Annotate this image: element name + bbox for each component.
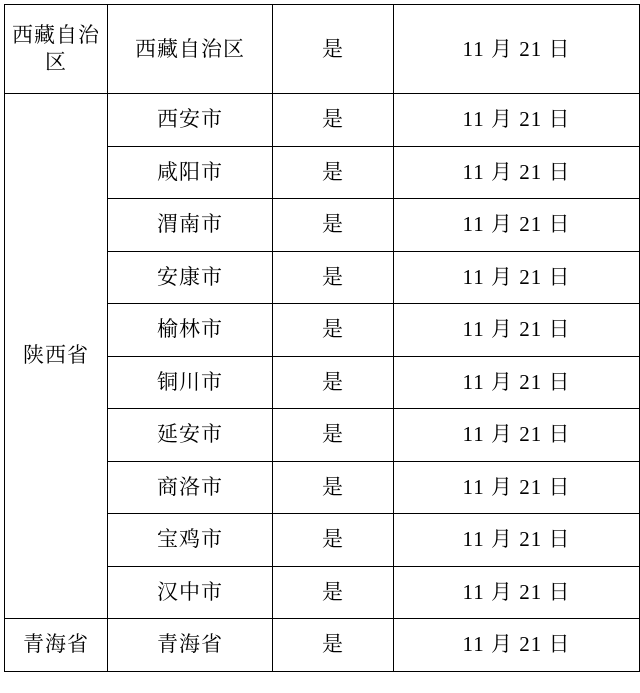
- city-label: 渭南市: [157, 212, 223, 237]
- flag-cell: [273, 304, 394, 357]
- city-cell: [108, 199, 273, 252]
- city-label: 安康市: [157, 264, 223, 289]
- flag-label: 是: [322, 159, 344, 184]
- flag-label: 是: [322, 212, 344, 237]
- flag-label: 是: [322, 474, 344, 499]
- flag-cell: [273, 5, 394, 94]
- flag-cell: [273, 94, 394, 147]
- city-label: 西安市: [157, 107, 223, 132]
- flag-cell: [273, 146, 394, 199]
- region-table: [4, 4, 640, 672]
- province-label: 西藏自治区: [12, 22, 100, 74]
- city-cell: [108, 619, 273, 672]
- date-label: 11 月 21 日: [462, 212, 571, 237]
- city-label: 宝鸡市: [157, 527, 223, 552]
- date-cell: [394, 566, 640, 619]
- date-cell: [394, 304, 640, 357]
- province-label: 陕西省: [23, 343, 89, 368]
- date-label: 11 月 21 日: [462, 107, 571, 132]
- date-label: 11 月 21 日: [462, 474, 571, 499]
- table-row: [5, 619, 640, 672]
- city-cell: [108, 566, 273, 619]
- date-cell: [394, 5, 640, 94]
- city-cell: [108, 461, 273, 514]
- date-label: 11 月 21 日: [462, 264, 571, 289]
- date-cell: [394, 409, 640, 462]
- date-cell: [394, 514, 640, 567]
- city-label: 铜川市: [157, 369, 223, 394]
- city-cell: [108, 94, 273, 147]
- table-row: [5, 5, 640, 94]
- flag-cell: [273, 356, 394, 409]
- date-cell: [394, 199, 640, 252]
- flag-cell: [273, 514, 394, 567]
- city-label: 西藏自治区: [135, 36, 245, 61]
- city-label: 榆林市: [157, 317, 223, 342]
- date-label: 11 月 21 日: [462, 36, 571, 61]
- province-cell: [5, 619, 108, 672]
- city-cell: [108, 251, 273, 304]
- city-cell: [108, 5, 273, 94]
- date-label: 11 月 21 日: [462, 159, 571, 184]
- city-cell: [108, 514, 273, 567]
- city-cell: [108, 146, 273, 199]
- date-cell: [394, 461, 640, 514]
- date-label: 11 月 21 日: [462, 579, 571, 604]
- date-cell: [394, 94, 640, 147]
- date-cell: [394, 356, 640, 409]
- flag-label: 是: [322, 369, 344, 394]
- date-label: 11 月 21 日: [462, 632, 571, 657]
- flag-label: 是: [322, 422, 344, 447]
- date-cell: [394, 251, 640, 304]
- flag-label: 是: [322, 36, 344, 61]
- city-label: 延安市: [157, 422, 223, 447]
- flag-label: 是: [322, 264, 344, 289]
- city-label: 商洛市: [157, 474, 223, 499]
- flag-label: 是: [322, 579, 344, 604]
- date-label: 11 月 21 日: [462, 317, 571, 342]
- city-label: 汉中市: [157, 579, 223, 604]
- date-label: 11 月 21 日: [462, 527, 571, 552]
- flag-label: 是: [322, 317, 344, 342]
- flag-label: 是: [322, 107, 344, 132]
- flag-cell: [273, 619, 394, 672]
- city-cell: [108, 409, 273, 462]
- date-cell: [394, 619, 640, 672]
- flag-cell: [273, 461, 394, 514]
- table-body: [5, 5, 640, 672]
- flag-cell: [273, 409, 394, 462]
- province-cell: [5, 5, 108, 94]
- flag-cell: [273, 566, 394, 619]
- province-cell: [5, 94, 108, 619]
- table-row: [5, 94, 640, 147]
- date-label: 11 月 21 日: [462, 422, 571, 447]
- document-page: [0, 4, 640, 693]
- flag-label: 是: [322, 632, 344, 657]
- city-cell: [108, 304, 273, 357]
- date-label: 11 月 21 日: [462, 369, 571, 394]
- flag-cell: [273, 251, 394, 304]
- date-cell: [394, 146, 640, 199]
- city-cell: [108, 356, 273, 409]
- province-label: 青海省: [23, 632, 89, 657]
- city-label: 青海省: [157, 632, 223, 657]
- city-label: 咸阳市: [157, 159, 223, 184]
- flag-label: 是: [322, 527, 344, 552]
- flag-cell: [273, 199, 394, 252]
